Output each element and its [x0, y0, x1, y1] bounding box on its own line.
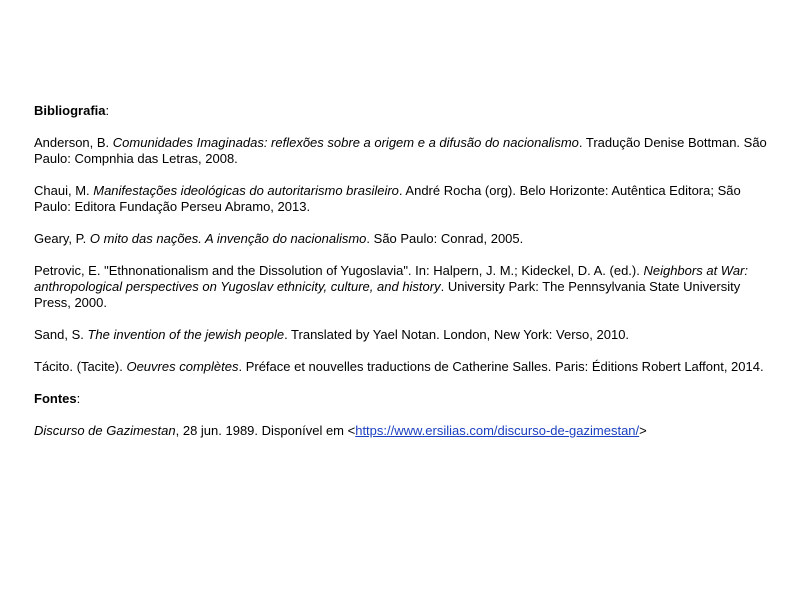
sources-heading-colon: : — [76, 391, 81, 406]
reference-publication: . Tradução Denise Bottman. São Paulo: Compnhia das Letras, 2008. — [34, 135, 767, 166]
reference-title: Comunidades Imaginadas: reflexões sobre a origem e a difusão do nacionalismo — [112, 135, 579, 150]
reference-title: Manifestações ideológicas do autoritarismo brasileiro — [93, 183, 399, 198]
reference-publication: . University Park: The Pennsylvania State University Press, 2000. — [34, 279, 741, 310]
reference-title: Oeuvres complètes — [126, 359, 239, 374]
sources-heading — [34, 391, 774, 407]
reference-author: Petrovic, E. "Ethnonationalism and the Dissolution of Yugoslavia". In: Halpern, J. M.; Kideckel, D. A. (ed.). — [34, 263, 644, 278]
reference-publication: . Translated by Yael Notan. London, New York: Verso, 2010. — [284, 327, 630, 342]
reference-publication: . São Paulo: Conrad, 2005. — [366, 231, 524, 246]
reference-sand — [34, 327, 774, 343]
reference-author: Anderson, B. — [34, 135, 113, 150]
reference-tacito — [34, 359, 774, 375]
reference-title: The invention of the jewish people — [87, 327, 285, 342]
bibliography-heading-colon: : — [105, 103, 110, 118]
reference-author: Sand, S. — [34, 327, 88, 342]
document-body — [34, 103, 774, 455]
bibliography-heading — [34, 103, 774, 119]
reference-title: O mito das nações. A invenção do nacionalismo — [89, 231, 367, 246]
sources-heading-label: Fontes — [34, 391, 77, 406]
source-availability: , 28 jun. 1989. Disponível em < — [175, 423, 356, 438]
source-title: Discurso de Gazimestan — [34, 423, 176, 438]
reference-publication: . Préface et nouvelles traductions de Catherine Salles. Paris: Éditions Robert Laffont, 2014. — [238, 359, 764, 374]
source-link[interactable]: https://www.ersilias.com/discurso-de-gazimestan/ — [355, 423, 640, 438]
reference-title: Neighbors at War: anthropological perspectives on Yugoslav ethnicity, culture, and history — [34, 263, 748, 294]
reference-author: Geary, P. — [34, 231, 90, 246]
reference-author: Chaui, M. — [34, 183, 94, 198]
reference-petrovic — [34, 263, 774, 311]
reference-anderson — [34, 135, 774, 167]
reference-chaui — [34, 183, 774, 215]
reference-publication: . André Rocha (org). Belo Horizonte: Autêntica Editora; São Paulo: Editora Fundação Perseu Abramo, 2013. — [34, 183, 741, 214]
source-link-close: > — [639, 423, 647, 438]
bibliography-heading-label: Bibliografia — [34, 103, 106, 118]
reference-author: Tácito. (Tacite). — [34, 359, 127, 374]
source-gazimestan — [34, 423, 774, 439]
reference-geary — [34, 231, 774, 247]
